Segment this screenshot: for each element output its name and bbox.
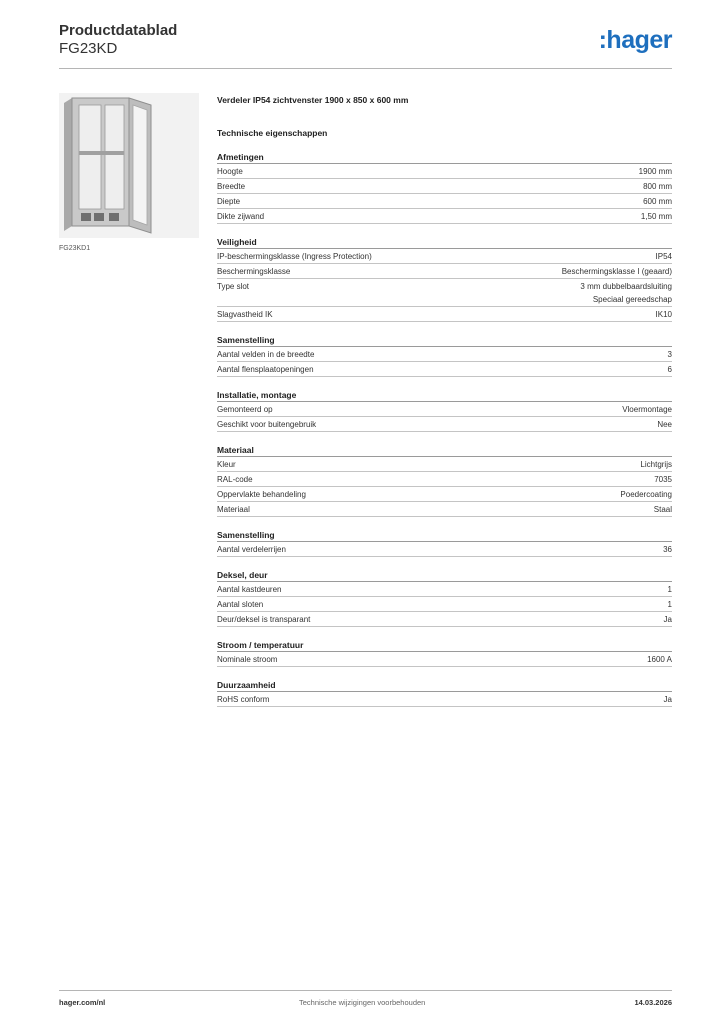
spec-value [657,418,672,431]
spec-sections [217,151,672,707]
spec-value [656,250,672,263]
specifications [217,95,672,707]
spec-value [641,210,672,223]
footer-date: 14.03.2026 [634,998,672,1007]
section-title: Samenstelling [217,334,672,347]
spec-section [217,151,672,224]
spec-row [217,307,672,322]
spec-row [217,249,672,264]
spec-value [668,348,672,361]
spec-section [217,236,672,322]
spec-section [217,389,672,432]
spec-label: Slagvastheid IK [217,310,273,319]
spec-section [217,569,672,627]
spec-value-line: Beschermingsklasse I (geaard) [561,267,672,276]
spec-row [217,402,672,417]
footer-disclaimer: Technische wijzigingen voorbehouden [299,998,426,1007]
spec-row [217,264,672,279]
spec-value [664,613,672,626]
spec-value [664,693,672,706]
spec-section [217,529,672,557]
spec-row [217,582,672,597]
spec-value-line: Lichtgrijs [640,460,672,469]
product-image [59,93,199,238]
spec-value-line: 6 [667,365,672,374]
spec-value-line: 1600 A [647,655,672,664]
spec-value-line: Ja [663,695,672,704]
spec-row [217,542,672,557]
spec-label: Diepte [217,197,241,206]
product-code: FG23KD [59,40,118,57]
spec-value [668,583,672,596]
spec-value [622,403,672,416]
page-header [59,22,672,70]
spec-value-line: IK10 [655,310,672,319]
spec-value-line: 1900 mm [638,167,672,176]
spec-row [217,652,672,667]
spec-row [217,487,672,502]
section-title: Deksel, deur [217,569,672,582]
spec-label: Aantal kastdeuren [217,585,282,594]
spec-label: Aantal verdelerrijen [217,545,286,554]
section-title: Installatie, montage [217,389,672,402]
spec-label: Nominale stroom [217,655,278,664]
spec-label: Dikte zijwand [217,212,265,221]
spec-section [217,639,672,667]
spec-row [217,362,672,377]
spec-row [217,347,672,362]
spec-row [217,502,672,517]
spec-row [217,457,672,472]
spec-label: Deur/deksel is transparant [217,615,311,624]
hager-logo: :hager [598,26,672,54]
header-divider [59,68,672,69]
spec-value-line: Nee [657,420,672,429]
spec-row [217,472,672,487]
spec-value-line: 3 mm dubbelbaardsluiting [580,282,672,291]
spec-value-line: 800 mm [643,182,672,191]
spec-value-line: 3 [667,350,672,359]
footer-website: hager.com/nl [59,998,106,1007]
section-title: Afmetingen [217,151,672,164]
spec-value-line: Ja [663,615,672,624]
technical-properties-heading: Technische eigenschappen [217,128,328,138]
spec-value [663,543,672,556]
spec-value-line: Speciaal gereedschap [592,295,672,304]
section-title: Samenstelling [217,529,672,542]
spec-value-line: 36 [663,545,672,554]
spec-row [217,279,672,307]
spec-value-line: Staal [653,505,672,514]
spec-row [217,597,672,612]
document-title: Productdatablad [59,22,178,39]
spec-label: Gemonteerd op [217,405,273,414]
spec-label: IP-beschermingsklasse (Ingress Protection) [217,252,372,261]
spec-value [654,503,672,516]
spec-value [620,488,672,501]
spec-row [217,194,672,209]
spec-value [562,265,672,278]
spec-value [639,165,672,178]
spec-value-line: 1 [667,585,672,594]
spec-row [217,179,672,194]
spec-label: Geschikt voor buitengebruik [217,420,317,429]
section-title: Materiaal [217,444,672,457]
section-title: Duurzaamheid [217,679,672,692]
spec-value-line: 7035 [654,475,672,484]
spec-label: Materiaal [217,505,250,514]
spec-value [643,195,672,208]
spec-value [668,363,672,376]
spec-label: Hoogte [217,167,243,176]
spec-label: Beschermingsklasse [217,267,291,276]
spec-row [217,417,672,432]
footer-divider [59,990,672,991]
spec-section [217,334,672,377]
spec-label: RAL-code [217,475,253,484]
spec-row [217,692,672,707]
spec-label: Oppervlakte behandeling [217,490,306,499]
spec-label: RoHS conform [217,695,270,704]
spec-label: Aantal sloten [217,600,264,609]
product-name: Verdeler IP54 zichtvenster 1900 x 850 x 600 mm [217,95,409,105]
spec-value [656,308,672,321]
spec-label: Type slot [217,282,250,291]
section-title: Stroom / temperatuur [217,639,672,652]
spec-value [647,653,672,666]
spec-value-line: 1,50 mm [640,212,672,221]
spec-label: Aantal flensplaatopeningen [217,365,314,374]
spec-row [217,164,672,179]
section-title: Veiligheid [217,236,672,249]
spec-label: Breedte [217,182,246,191]
spec-label: Aantal velden in de breedte [217,350,315,359]
spec-value-line: 600 mm [643,197,672,206]
spec-value-line: IP54 [655,252,672,261]
spec-row [217,612,672,627]
spec-value [643,180,672,193]
spec-section [217,444,672,517]
image-caption: FG23KD1 [59,245,91,252]
spec-value [654,473,672,486]
spec-value-line: Poedercoating [620,490,672,499]
spec-value [668,598,672,611]
spec-value-line: 1 [667,600,672,609]
spec-section [217,679,672,707]
spec-row [217,209,672,224]
spec-value-line: Vloermontage [622,405,672,414]
spec-label: Kleur [217,460,236,469]
spec-value [640,458,672,471]
spec-value [580,280,672,306]
